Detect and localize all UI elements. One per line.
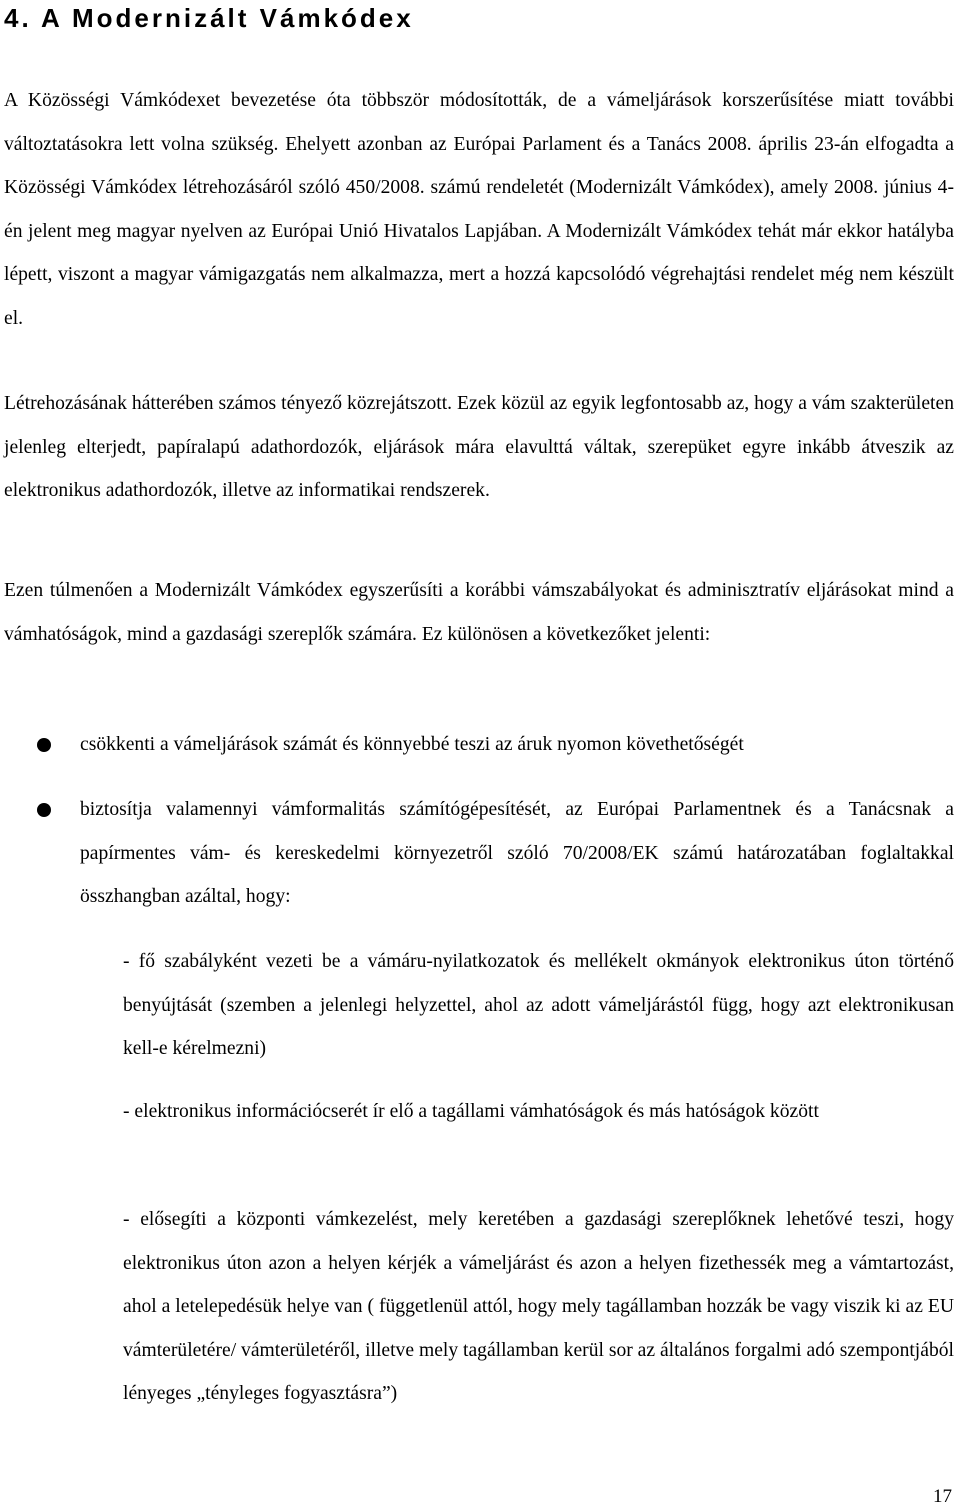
bullet-item: csökkenti a vámeljárások számát és könnyebbé teszi az áruk nyomon követhetőségét (80, 734, 744, 755)
sub-item-centralised-clearance: - elősegíti a központi vámkezelést, mely keretében a gazdasági szereplőknek lehetővé teszi, hogy elektronikus úton azon a helyen kérjék a vámeljárást és azon a helyen fizethessék meg a vámtartozást, ahol a letelepedésük helye van ( függetlenül attól, hogy mely tagállamban hozzák be vagy viszik ki az EU vámterületére/ vámterületéről, illetve mely tagállamban kerül sor az általános forgalmi adó szempontjából lényeges „tényleges fogyasztásra”) (123, 1209, 954, 1405)
paragraph-simplification: Ezen túlmenően a Modernizált Vámkódex egyszerűsíti a korábbi vámszabályokat és adminisztratív eljárásokat mind a vámhatóságok, mind a gazdasági szereplők számára. Ez különösen a következőket jelenti: (4, 580, 954, 645)
sub-item-information-exchange: - elektronikus információcserét ír elő a tagállami vámhatóságok és más hatóságok között (123, 1101, 819, 1122)
bullet-icon (37, 738, 51, 752)
sub-item-electronic-declarations: - fő szabályként vezeti be a vámáru-nyilatkozatok és mellékelt okmányok elektronikus úton történő benyújtását (szemben a jelenlegi helyzettel, ahol az adott vámeljárástól függ, hogy azt elektronikusan kell-e kérelmezni) (123, 951, 954, 1060)
page-number: 17 (933, 1486, 952, 1507)
paragraph-intro: A Közösségi Vámkódexet bevezetése óta többször módosították, de a vámeljárások korszerűsítése miatt további változtatásokra lett volna szükség. Ehelyett azonban az Európai Parlament és a Tanács 2008. április 23-án elfogadta a Közösségi Vámkódex létrehozásáról szóló 450/2008. számú rendeletét (Modernizált Vámkódex), amely 2008. június 4-én jelent meg magyar nyelven az Európai Unió Hivatalos Lapjában. A Modernizált Vámkódex tehát már ekkor hatályba lépett, viszont a magyar vámigazgatás nem alkalmazza, mert a hozzá kapcsolódó végrehajtási rendelet még nem készült el. (4, 90, 954, 329)
bullet-icon (37, 803, 51, 817)
paragraph-background: Létrehozásának hátterében számos tényező közrejátszott. Ezek közül az egyik legfontosabb az, hogy a vám szakterületen jelenleg elterjedt, papíralapú adathordozók, eljárások mára elavulttá váltak, szerepüket egyre inkább átveszik az elektronikus adathordozók, illetve az informatikai rendszerek. (4, 393, 954, 502)
bullet-item: biztosítja valamennyi vámformalitás számítógépesítését, az Európai Parlamentnek és a Tanácsnak a papírmentes vám- és kereskedelmi környezetről szóló 70/2008/EK számú határozatában foglaltakkal összhangban azáltal, hogy: (80, 799, 954, 908)
section-heading: 4. A Modernizált Vámkódex (4, 3, 414, 33)
